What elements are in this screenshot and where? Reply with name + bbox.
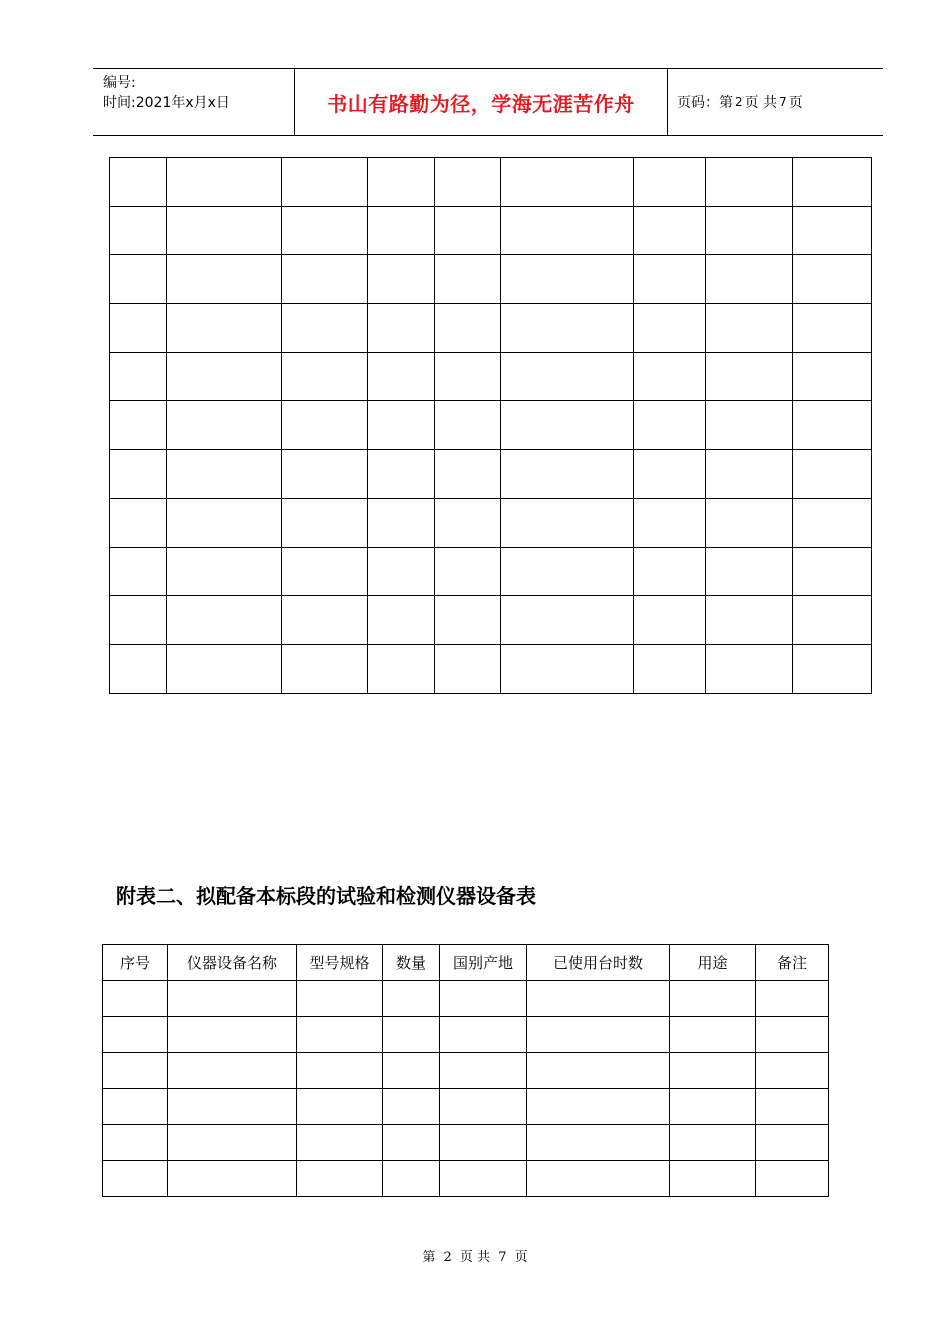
table-cell [435,547,501,596]
table-cell [706,401,793,450]
table-cell [110,352,167,401]
table-cell [501,450,634,499]
column-header: 国别产地 [440,945,527,981]
table-cell [706,304,793,353]
table-cell [282,206,368,255]
table-cell [110,644,167,693]
table-cell [440,1089,527,1125]
table-cell [167,644,282,693]
table-cell [670,1053,756,1089]
table-cell [368,596,435,645]
table-cell [435,401,501,450]
table-cell [634,206,706,255]
table-cell [110,450,167,499]
table-row [103,1053,829,1089]
table-cell [297,1017,383,1053]
table-cell [110,255,167,304]
table-cell [297,1089,383,1125]
table-cell [103,1053,168,1089]
table-cell [167,255,282,304]
table-row [103,1161,829,1197]
table-cell [793,401,872,450]
table-cell [435,450,501,499]
table-cell [706,596,793,645]
table-cell [706,498,793,547]
table-cell [282,158,368,207]
table-cell [670,1089,756,1125]
page-prefix: 页码：第 [677,95,733,111]
table-cell [168,1017,297,1053]
section-title: 附表二、拟配备本标段的试验和检测仪器设备表 [116,884,536,908]
table-cell [368,352,435,401]
table-cell [501,498,634,547]
column-header: 仪器设备名称 [168,945,297,981]
column-header: 用途 [670,945,756,981]
header-divider [667,69,668,135]
table-cell [501,644,634,693]
table-cell [103,1125,168,1161]
table-cell [282,304,368,353]
column-header: 序号 [103,945,168,981]
table-cell [168,1161,297,1197]
table-cell [756,1161,829,1197]
table-cell [368,158,435,207]
table-cell [435,644,501,693]
table-cell [527,1017,670,1053]
table-cell [501,158,634,207]
table-cell [103,981,168,1017]
table-cell [706,547,793,596]
table-cell [634,158,706,207]
table-cell [634,644,706,693]
table-cell [670,981,756,1017]
table-cell [167,450,282,499]
table-cell [297,1125,383,1161]
table-cell [167,206,282,255]
table-row [110,158,872,207]
footer-suffix: 页 [514,1250,528,1265]
table-row [110,206,872,255]
table-cell [110,206,167,255]
table-cell [435,158,501,207]
table-row [110,401,872,450]
page-mid: 页 共 [744,95,778,111]
table-cell [368,498,435,547]
table-cell [167,304,282,353]
table-cell [167,401,282,450]
table-cell [501,304,634,353]
table-cell [383,981,440,1017]
table-cell [282,401,368,450]
table-cell [167,352,282,401]
footer-total: 7 [498,1250,507,1265]
column-header: 已使用台时数 [527,945,670,981]
table-cell [793,206,872,255]
table-cell [634,255,706,304]
table-cell [501,352,634,401]
table-cell [368,450,435,499]
header-motto: 书山有路勤为径，学海无涯苦作舟 [327,91,635,116]
table-cell [527,981,670,1017]
table-cell [634,498,706,547]
page-footer [0,1246,950,1265]
table-cell [368,547,435,596]
footer-prefix: 第 [422,1250,436,1265]
table-cell [435,304,501,353]
table-cell [282,547,368,596]
table-cell [756,981,829,1017]
table-cell [368,644,435,693]
table-cell [168,981,297,1017]
table-cell [706,644,793,693]
table-cell [793,352,872,401]
table-cell [527,1053,670,1089]
table-row [103,981,829,1017]
table-row [110,596,872,645]
table-row [103,1125,829,1161]
table-cell [297,981,383,1017]
page-header [93,68,883,136]
table-cell [435,206,501,255]
table-cell [501,401,634,450]
table-cell [793,547,872,596]
table-cell [383,1089,440,1125]
table-row [110,498,872,547]
table-cell [634,352,706,401]
table-cell [110,401,167,450]
table-cell [706,352,793,401]
table-cell [435,498,501,547]
table-cell [440,1017,527,1053]
page-suffix: 页 [788,95,803,111]
table-cell [756,1125,829,1161]
table-cell [368,304,435,353]
table-cell [383,1053,440,1089]
page-total: 7 [779,95,787,109]
footer-mid: 页 共 [459,1250,491,1265]
table-row [110,450,872,499]
table-cell [110,304,167,353]
table-cell [440,1125,527,1161]
table-row [110,255,872,304]
table-cell [527,1161,670,1197]
table-cell [383,1161,440,1197]
table-cell [670,1125,756,1161]
table-cell [383,1017,440,1053]
table-cell [167,498,282,547]
table-cell [501,255,634,304]
table-cell [282,255,368,304]
table-row [110,644,872,693]
table-cell [110,547,167,596]
column-header: 型号规格 [297,945,383,981]
table-cell [793,596,872,645]
table-cell [368,401,435,450]
table-cell [435,596,501,645]
table-cell [634,596,706,645]
table-cell [282,450,368,499]
table-cell [756,1017,829,1053]
table-cell [167,158,282,207]
table-cell [168,1089,297,1125]
table-cell [368,206,435,255]
table-cell [103,1017,168,1053]
table-cell [282,352,368,401]
header-page-number [677,69,803,135]
table-cell [368,255,435,304]
table-row [103,1089,829,1125]
table-row [110,352,872,401]
table-row [110,304,872,353]
table-cell [670,1017,756,1053]
table-cell [527,1125,670,1161]
table-cell [793,498,872,547]
table-cell [297,1053,383,1089]
table-cell [793,158,872,207]
equipment-table [102,944,829,1197]
table-cell [110,498,167,547]
table-cell [282,596,368,645]
table-cell [501,547,634,596]
table-cell [103,1161,168,1197]
table-cell [440,1053,527,1089]
table-cell [440,1161,527,1197]
table-cell [756,1089,829,1125]
table-cell [282,644,368,693]
table-cell [168,1053,297,1089]
table-header-row [103,945,829,981]
table-row [103,1017,829,1053]
table-cell [110,596,167,645]
table-cell [793,450,872,499]
table-cell [440,981,527,1017]
table-cell [634,450,706,499]
document-meta [103,73,293,113]
table-cell [793,255,872,304]
table-cell [435,352,501,401]
table-cell [793,644,872,693]
table-cell [435,255,501,304]
table-cell [706,450,793,499]
column-header: 数量 [383,945,440,981]
table-cell [103,1089,168,1125]
table-cell [282,498,368,547]
table-cell [168,1125,297,1161]
table-cell [634,547,706,596]
page-current: 2 [735,95,743,109]
table-cell [756,1053,829,1089]
table-cell [706,255,793,304]
document-number-label: 编号: [103,75,136,91]
table-cell [634,401,706,450]
table-cell [501,596,634,645]
table-cell [634,304,706,353]
document-time-label: 时间:2021年x月x日 [103,95,230,111]
footer-current: 2 [443,1250,452,1265]
table-cell [167,547,282,596]
table-cell [527,1089,670,1125]
table-row [110,547,872,596]
table-cell [297,1161,383,1197]
table-cell [167,596,282,645]
table-cell [793,304,872,353]
continued-table [109,157,872,694]
table-cell [383,1125,440,1161]
table-cell [501,206,634,255]
table-cell [706,158,793,207]
column-header: 备注 [756,945,829,981]
table-cell [670,1161,756,1197]
table-cell [706,206,793,255]
table-cell [110,158,167,207]
